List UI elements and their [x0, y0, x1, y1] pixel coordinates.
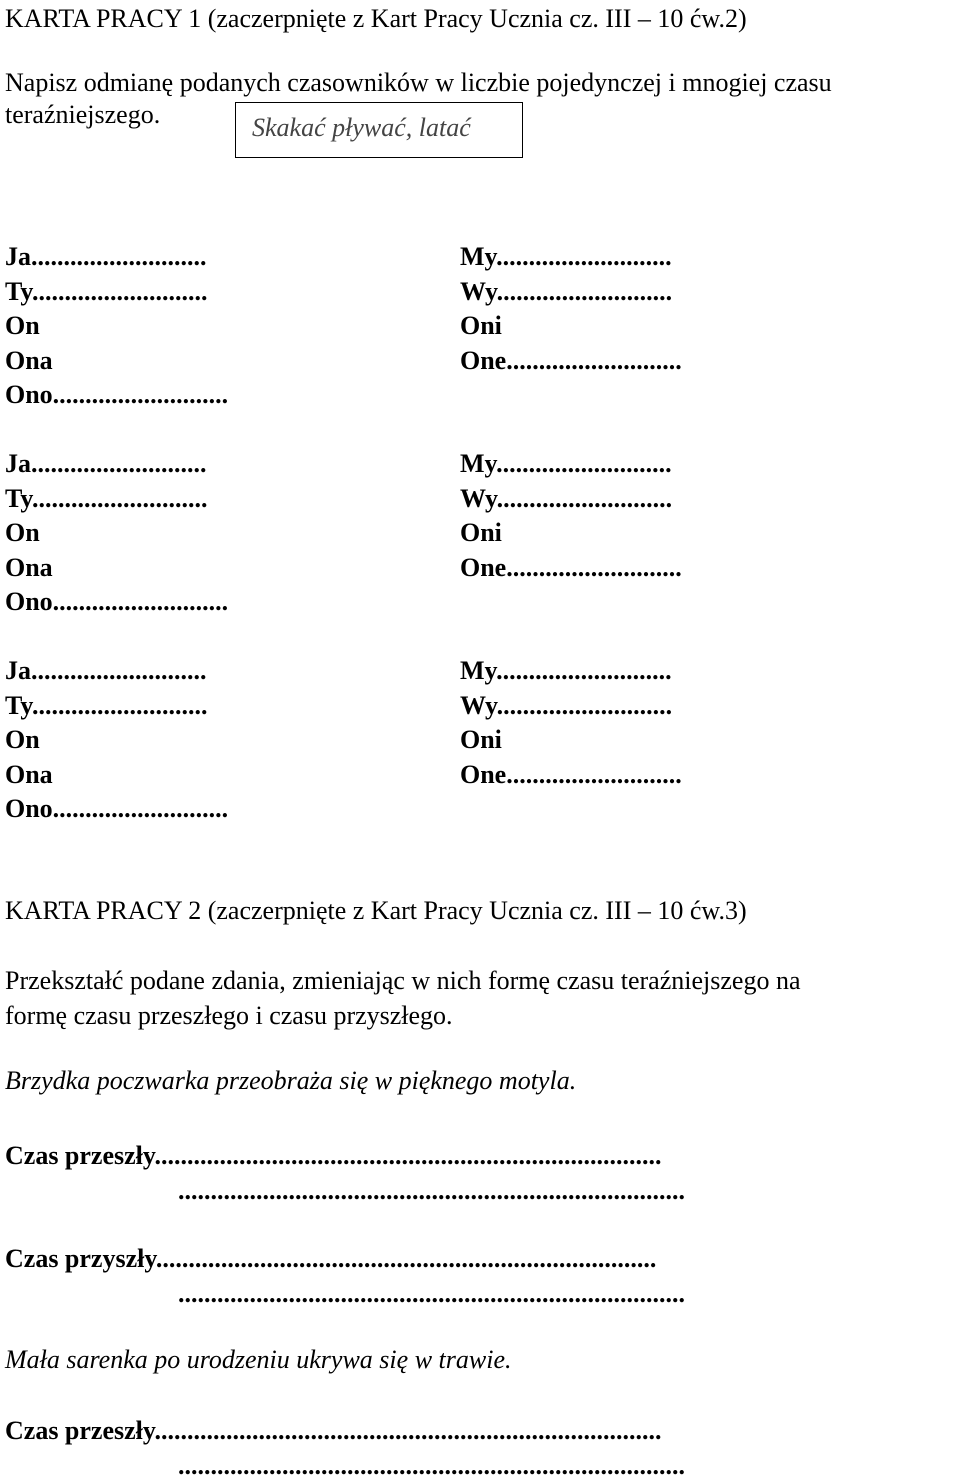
pronoun-one: One........................... — [460, 345, 682, 375]
pronoun-wy: Wy........................... — [460, 690, 673, 720]
pronoun-ja: Ja........................... — [5, 242, 207, 271]
pronoun-one: One........................... — [460, 552, 682, 582]
verbs-box — [235, 102, 523, 158]
future-tense-answer-1-continuation: .............................................................................. — [178, 1279, 685, 1308]
pronoun-ona: Ona — [5, 759, 53, 789]
pronoun-ja: Ja........................... — [5, 449, 207, 478]
pronoun-oni: Oni — [460, 725, 502, 754]
pronoun-on: On — [5, 311, 40, 340]
conjugation-group-2-plural — [460, 447, 682, 585]
sentence-1: Brzydka poczwarka przeobraża się w pięknego motyla. — [5, 1066, 577, 1095]
conjugation-group-3-plural — [460, 654, 682, 792]
pronoun-my: My........................... — [460, 449, 672, 478]
worksheet-2-instruction-line-2: formę czasu przeszłego i czasu przyszłego. — [5, 1001, 453, 1030]
conjugation-group-3-singular — [5, 654, 228, 827]
pronoun-wy: Wy........................... — [460, 483, 673, 513]
pronoun-ty: Ty........................... — [5, 690, 208, 720]
pronoun-oni: Oni — [460, 311, 502, 340]
past-tense-answer-1-continuation: .............................................................................. — [178, 1176, 685, 1205]
worksheet-2-instruction-line-1: Przekształć podane zdania, zmieniając w nich formę czasu teraźniejszego na — [5, 966, 801, 995]
pronoun-ona: Ona — [5, 552, 53, 582]
pronoun-on: On — [5, 518, 40, 547]
pronoun-one: One........................... — [460, 759, 682, 789]
pronoun-ono: Ono........................... — [5, 380, 229, 409]
pronoun-ono: Ono........................... — [5, 587, 229, 616]
sentence-2: Mała sarenka po urodzeniu ukrywa się w trawie. — [5, 1345, 512, 1374]
future-tense-answer-1: Czas przyszły............................................................................. — [5, 1244, 657, 1273]
pronoun-ona: Ona — [5, 345, 53, 375]
worksheet-2-title: KARTA PRACY 2 (zaczerpnięte z Kart Pracy Ucznia cz. III – 10 ćw.3) — [5, 896, 747, 925]
worksheet-1-instruction-line-1: Napisz odmianę podanych czasowników w liczbie pojedynczej i mnogiej czasu — [5, 68, 832, 97]
verbs-box-text: Skakać pływać, latać — [252, 113, 471, 142]
conjugation-group-2-singular — [5, 447, 228, 620]
pronoun-ty: Ty........................... — [5, 276, 208, 306]
pronoun-on: On — [5, 725, 40, 754]
pronoun-my: My........................... — [460, 656, 672, 685]
pronoun-oni: Oni — [460, 518, 502, 547]
worksheet-1-title: KARTA PRACY 1 (zaczerpnięte z Kart Pracy Ucznia cz. III – 10 ćw.2) — [5, 4, 747, 33]
past-tense-answer-2: Czas przeszły.............................................................................. — [5, 1416, 662, 1445]
pronoun-wy: Wy........................... — [460, 276, 673, 306]
conjugation-group-1-singular — [5, 240, 228, 413]
past-tense-answer-1: Czas przeszły.............................................................................. — [5, 1141, 662, 1170]
pronoun-ono: Ono........................... — [5, 794, 229, 823]
past-tense-answer-2-continuation: .............................................................................. — [178, 1451, 685, 1480]
pronoun-ty: Ty........................... — [5, 483, 208, 513]
pronoun-my: My........................... — [460, 242, 672, 271]
worksheet-1-instruction-line-2: teraźniejszego. — [5, 100, 161, 129]
pronoun-ja: Ja........................... — [5, 656, 207, 685]
conjugation-group-1-plural — [460, 240, 682, 378]
